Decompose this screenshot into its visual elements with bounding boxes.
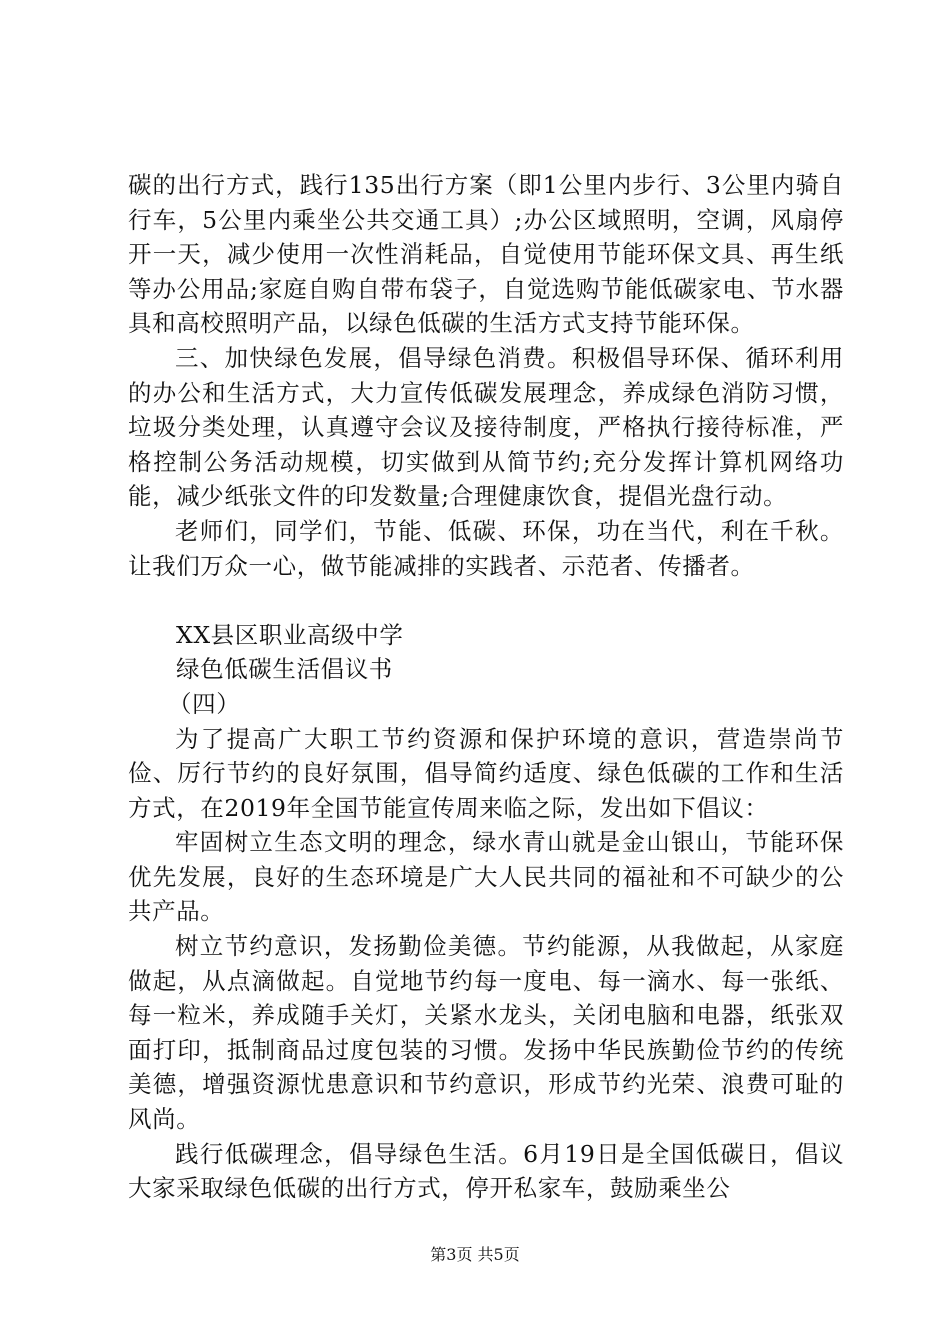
page-footer: 第3页 共5页 xyxy=(430,1245,520,1264)
paragraph-continuation: 碳的出行方式，践行135出行方案（即1公里内步行、3公里内骑自行车，5公里内乘坐公共交通工具）;办公区域照明，空调，风扇停开一天，减少使用一次性消耗品，自觉使用节能环保文具、再生纸等办公用品;家庭自购自带布袋子，自觉选购节能低碳家电、节水器具和高校照明产品，以绿色低碳的生活方式支持节能环保。 xyxy=(128,171,844,338)
paragraph-saving-awareness: 树立节约意识，发扬勤俭美德。节约能源，从我做起，从家庭做起，从点滴做起。自觉地节约每一度电、每一滴水、每一张纸、每一粒米，养成随手关灯，关紧水龙头，关闭电脑和电器，纸张双面打印，抵制商品过度包装的习惯。发扬中华民族勤俭节约的传统美德，增强资源忧患意识和节约意识，形成节约光荣、浪费可耻的风尚。 xyxy=(128,932,844,1134)
document-body xyxy=(128,168,844,1206)
paragraph-green-development: 三、加快绿色发展，倡导绿色消费。积极倡导环保、循环利用的办公和生活方式，大力宣传低碳发展理念，养成绿色消防习惯，垃圾分类处理，认真遵守会议及接待制度，严格执行接待标准，严格控制公务活动规模，切实做到从简节约;充分发挥计算机网络功能，减少纸张文件的印发数量;合理健康饮食，提倡光盘行动。 xyxy=(128,343,844,511)
paragraph-ecological-civilization: 牢固树立生态文明的理念，绿水青山就是金山银山，节能环保优先发展，良好的生态环境是广大人民共同的福祉和不可缺少的公共产品。 xyxy=(128,828,844,926)
paragraph-intro: 为了提高广大职工节约资源和保护环境的意识，营造崇尚节俭、厉行节约的良好氛围，倡导简约适度、绿色低碳的工作和生活方式，在2019年全国节能宣传周来临之际，发出如下倡议： xyxy=(128,724,844,822)
paragraph-low-carbon-practice: 践行低碳理念，倡导绿色生活。6月19日是全国低碳日，倡议大家采取绿色低碳的出行方式，停开私家车，鼓励乘坐公 xyxy=(128,1139,844,1203)
section-title: 绿色低碳生活倡议书 xyxy=(176,655,393,684)
blank-line xyxy=(128,583,844,618)
school-name: XX县区职业高级中学 xyxy=(176,620,404,649)
paragraph-closing-appeal: 老师们，同学们，节能、低碳、环保，功在当代，利在千秋。让我们万众一心，做节能减排的实践者、示范者、传播者。 xyxy=(128,516,844,580)
section-number: （四） xyxy=(168,689,241,718)
